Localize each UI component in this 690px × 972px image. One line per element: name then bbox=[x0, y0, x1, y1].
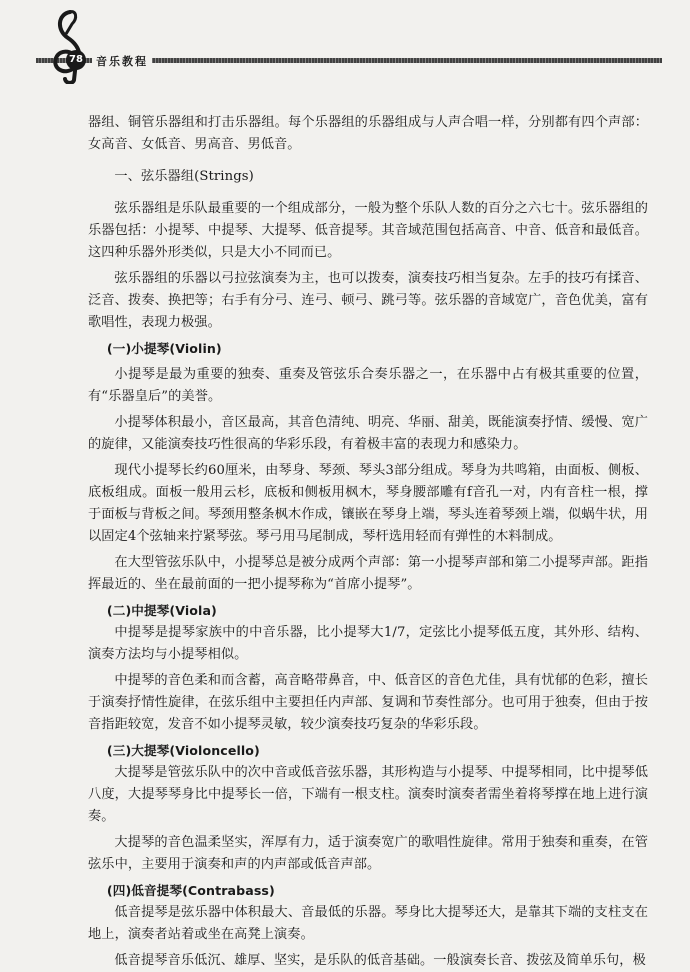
heading-violin: (一)小提琴(Violin) bbox=[106, 341, 222, 356]
heading-viola: (二)中提琴(Viola) bbox=[106, 603, 217, 618]
paragraph-intro: 器组、铜管乐器组和打击乐器组。每个乐器组的乐器组成与人声合唱一样，分别都有四个声部：女高音、女低音、男高音、男低音。 bbox=[88, 115, 648, 152]
paragraph-violin-4: 在大型管弦乐队中，小提琴总是被分成两个声部：第一小提琴声部和第二小提琴声部。距指挥最近的、坐在最前面的一把小提琴称为“首席小提琴”。 bbox=[88, 555, 648, 592]
paragraph-viola-1: 中提琴是提琴家族中的中音乐器，比小提琴大1/7，定弦比小提琴低五度，其外形、结构、演奏方法均与小提琴相似。 bbox=[88, 625, 648, 662]
paragraph-violin-3: 现代小提琴长约60厘米，由琴身、琴颈、琴头3部分组成。琴身为共鸣箱，由面板、侧板、底板组成。面板一般用云杉，底板和侧板用枫木，琴身腰部雕有f音孔一对，内有音柱一根，撑于面板与背板之间。琴颈用整条枫木作成，镶嵌在琴身上端，琴头连着琴颈上端，似蜗牛状，用以固定4个弦轴来拧紧琴弦。琴弓用马尾制成，琴杆选用轻而有弹性的木料制成。 bbox=[88, 463, 648, 544]
treble-clef-icon bbox=[40, 4, 100, 84]
paragraph-contrabass-2: 低音提琴音乐低沉、雄厚、坚实，是乐队的低音基础。一般演奏长音、拨弦及简单乐句，极 bbox=[114, 953, 646, 968]
paragraph-violin-2: 小提琴体积最小，音区最高，其音色清纯、明亮、华丽、甜美，既能演奏抒情、缓慢、宽广的旋律，又能演奏技巧性很高的华彩乐段，有着极丰富的表现力和感染力。 bbox=[88, 415, 648, 452]
page-number: 78 bbox=[66, 50, 86, 70]
paragraph-contrabass-1: 低音提琴是弦乐器中体积最大、音最低的乐器。琴身比大提琴还大，是靠其下端的支柱支在地上，演奏者站着或坐在高凳上演奏。 bbox=[88, 905, 648, 942]
paragraph-strings-1: 弦乐器组是乐队最重要的一个组成部分，一般为整个乐队人数的百分之六七十。弦乐器组的乐器包括：小提琴、中提琴、大提琴、低音提琴。其音域范围包括高音、中音、低音和最低音。这四种乐器外形类似，只是大小不同而已。 bbox=[88, 201, 648, 260]
running-title: 音乐教程 bbox=[92, 53, 152, 69]
paragraph-cello-2: 大提琴的音色温柔坚实，浑厚有力，适于演奏宽广的歌唱性旋律。常用于独奏和重奏，在管弦乐中，主要用于演奏和声的内声部或低音声部。 bbox=[88, 835, 648, 872]
paragraph-strings-2: 弦乐器组的乐器以弓拉弦演奏为主，也可以拨奏，演奏技巧相当复杂。左手的技巧有揉音、泛音、拨奏、换把等；右手有分弓、连弓、顿弓、跳弓等。弦乐器的音域宽广，音色优美，富有歌唱性，表现力极强。 bbox=[88, 271, 648, 330]
body-text bbox=[88, 112, 648, 972]
paragraph-viola-2: 中提琴的音色柔和而含蓄，高音略带鼻音，中、低音区的音色尤佳，具有忧郁的色彩，擅长于演奏抒情性旋律，在弦乐组中主要担任内声部、复调和节奏性部分。也可用于独奏，但由于按音指距较宽，发音不如小提琴灵敏，较少演奏技巧复杂的华彩乐段。 bbox=[88, 673, 648, 732]
section-heading-strings: 一、弦乐器组(Strings) bbox=[114, 169, 254, 184]
heading-cello: (三)大提琴(Violoncello) bbox=[106, 743, 260, 758]
paragraph-cello-1: 大提琴是管弦乐队中的次中音或低音弦乐器，其形构造与小提琴、中提琴相同，比中提琴低八度，大提琴琴身比中提琴长一倍，下端有一根支柱。演奏时演奏者需坐着将琴撑在地上进行演奏。 bbox=[88, 765, 648, 824]
paragraph-violin-1: 小提琴是最为重要的独奏、重奏及管弦乐合奏乐器之一，在乐器中占有极其重要的位置，有“乐器皇后”的美誉。 bbox=[88, 367, 648, 404]
page-header bbox=[0, 0, 690, 80]
heading-contrabass: (四)低音提琴(Contrabass) bbox=[106, 883, 275, 898]
